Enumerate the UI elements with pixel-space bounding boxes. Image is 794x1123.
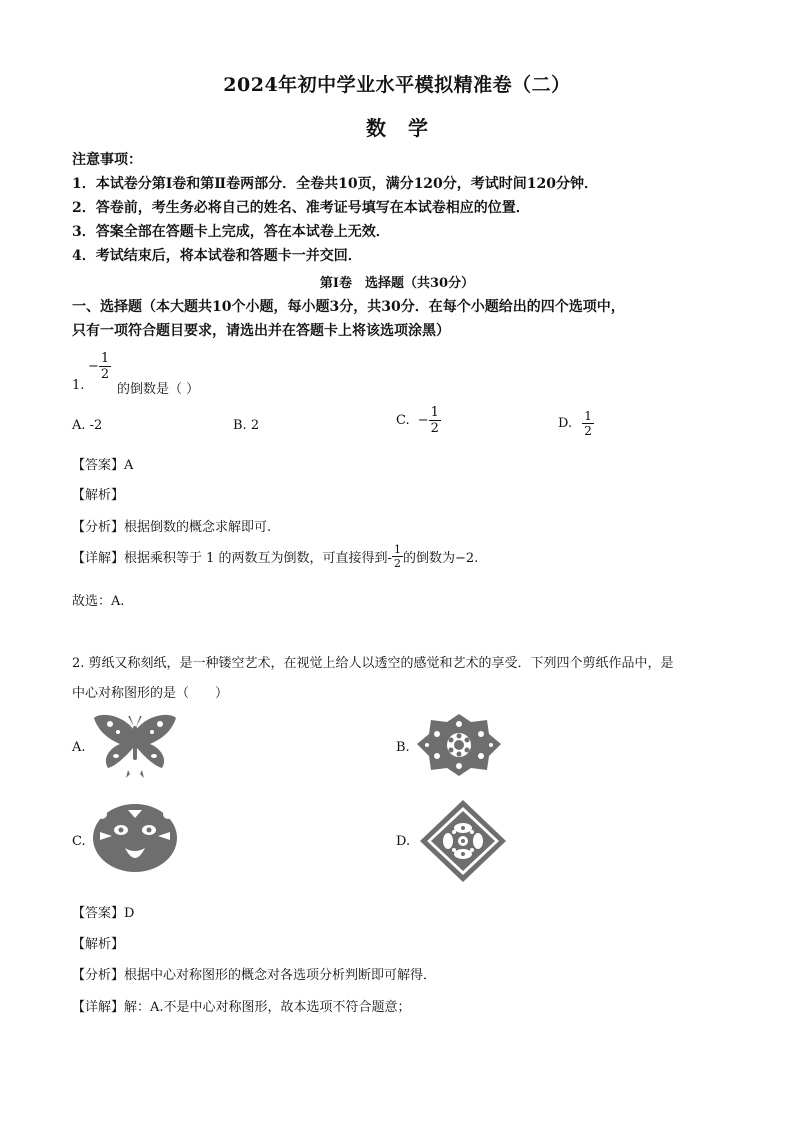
butterfly-papercut-image <box>92 712 178 778</box>
fenxi-text: 根据倒数的概念求解即可. <box>124 520 272 535</box>
answer-tag: 【答案】 <box>72 458 125 473</box>
page-title: 2024年初中学业水平模拟精准卷（二） <box>223 74 571 96</box>
answer-value: A <box>124 458 134 473</box>
analysis-tag: 【解析】 <box>72 488 125 503</box>
analysis-line <box>72 964 436 983</box>
fraction-denominator: 2 <box>393 557 401 570</box>
minus-sign: − <box>88 359 99 374</box>
detail-text: 的倒数为−2. <box>402 551 479 566</box>
fenxi-text: 根据中心对称图形的概念对各选项分析判断即可解得． <box>124 968 437 983</box>
diamond-papercut-image <box>418 798 508 884</box>
fraction-numerator: 1 <box>393 543 401 556</box>
option-label: C. <box>396 413 410 428</box>
fraction-numerator: 1 <box>430 405 439 420</box>
question-number: 1. <box>72 378 85 393</box>
note-item: 4．考试结束后，将本试卷和答题卡一并交回． <box>72 248 362 264</box>
detail-tag: 【详解】 <box>72 551 125 566</box>
fenxi-tag: 【分析】 <box>72 520 125 535</box>
note-item: 1．本试卷分第Ⅰ卷和第Ⅱ卷两部分．全卷共10页，满分120分，考试时间120分钟． <box>72 176 599 192</box>
fenxi-tag: 【分析】 <box>72 968 125 983</box>
detail-line <box>72 544 478 569</box>
fraction-numerator: 1 <box>100 351 110 366</box>
option-c: C. <box>72 834 86 849</box>
fraction-denominator: 2 <box>430 421 439 436</box>
answer-line <box>72 902 134 921</box>
option-d <box>558 410 594 437</box>
answer-tag: 【答案】 <box>72 906 125 921</box>
section-instruction: 只有一项符合题目要求，请选出并在答题卡上将该选项涂黑） <box>72 323 450 339</box>
question-stem: 中心对称图形的是（ ） <box>72 686 229 701</box>
q1-fraction <box>88 352 111 381</box>
option-label: D. <box>558 416 573 431</box>
answer-value: D <box>124 906 135 921</box>
analysis-line <box>72 516 271 535</box>
note-item: 2．答卷前，考生务必将自己的姓名、准考证号填写在本试卷相应的位置． <box>72 200 530 216</box>
question-stem: 的倒数是（ ） <box>117 382 200 397</box>
minus-sign: − <box>417 413 429 428</box>
note-item: 3．答案全部在答题卡上完成，答在本试卷上无效． <box>72 224 390 240</box>
detail-text: 解：A.不是中心对称图形，故本选项不符合题意； <box>124 1000 411 1015</box>
option-a: A. -2 <box>72 418 103 433</box>
option-d: D. <box>396 834 411 849</box>
section-title: 第Ⅰ卷 选择题（共30分） <box>319 276 475 291</box>
detail-line <box>72 996 411 1015</box>
option-c <box>396 406 441 435</box>
tiger-papercut-image <box>90 802 180 874</box>
option-b: B. <box>396 740 410 755</box>
notes-heading: 注意事项： <box>72 152 142 168</box>
option-b: B. 2 <box>233 418 260 433</box>
question-stem: 2. 剪纸又称刻纸，是一种镂空艺术，在视觉上给人以透空的感觉和艺术的享受．下列四个剪纸作品中，是 <box>72 656 674 671</box>
fraction-denominator: 2 <box>100 367 110 382</box>
conclusion: 故选：A. <box>72 594 125 609</box>
option-a: A. <box>72 740 86 755</box>
fraction-numerator: 1 <box>584 409 592 423</box>
flower-papercut-image <box>415 712 503 778</box>
detail-text: 根据乘积等于 1 的两数互为倒数，可直接得到- <box>124 551 392 566</box>
analysis-tag: 【解析】 <box>72 937 125 952</box>
detail-tag: 【详解】 <box>72 1000 125 1015</box>
section-instruction: 一、选择题（本大题共10个小题，每小题3分，共30分．在每个小题给出的四个选项中， <box>72 299 625 315</box>
answer-line <box>72 454 133 473</box>
fraction-denominator: 2 <box>584 424 592 438</box>
subject-title: 数学 <box>366 116 450 140</box>
